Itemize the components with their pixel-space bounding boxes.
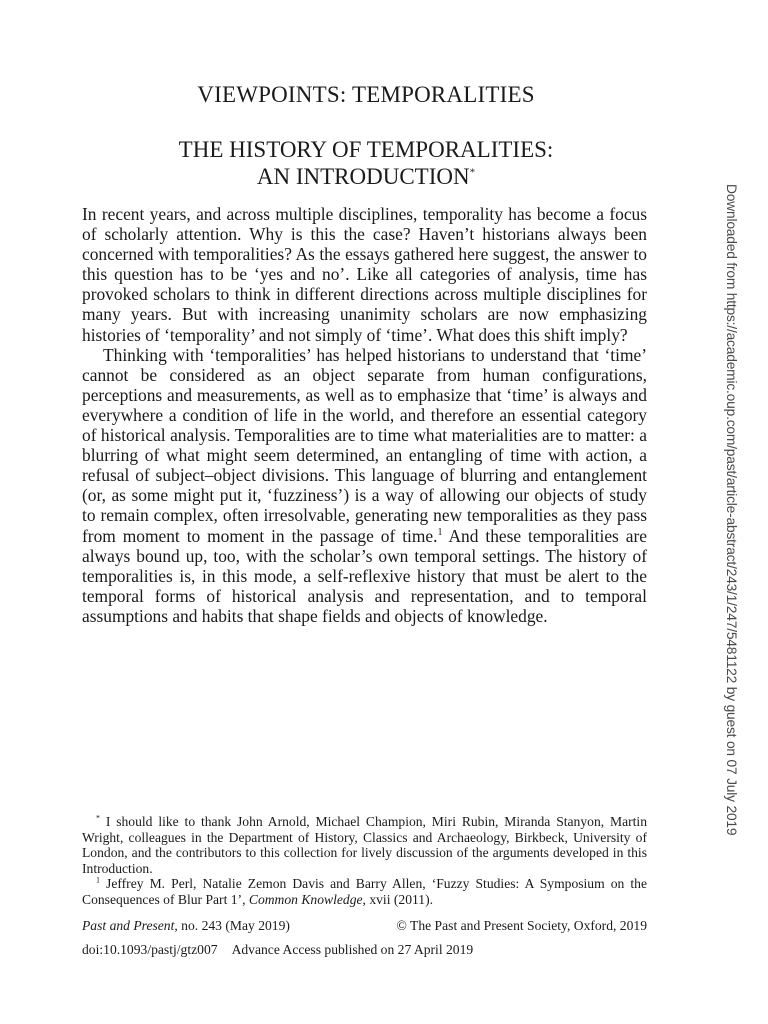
- body-paragraph-1: In recent years, and across multiple disciplines, temporality has become a focus of scholarly attention. Why is this the case? Haven’t historians always been concerned with temporalities? As the essays gathered here suggest, the answer to this question has to be ‘yes and no’. Like all categories of analysis, time has provoked scholars to think in different directions across multiple disciplines for many years. But with increasing unanimity scholars are now emphasizing histories of ‘temporality’ and not simply of ‘time’. What does this shift imply?: [82, 204, 647, 345]
- download-watermark-text: Downloaded from https://academic.oup.com/past/article-abstract/243/1/247/5481122 by guest on 07 July 2019: [724, 184, 739, 836]
- footnote-1-text-b: , xvii (2011).: [362, 891, 434, 907]
- body-paragraph-2-text-a: Thinking with ‘temporalities’ has helped historians to understand that ‘time’ cannot be considered as an object separate from human configurations, perceptions and measurements, as well as to emphasize that ‘time’ is always and everywhere a condition of life in the world, and therefore an essential category of historical analysis. Temporalities are to time what materialities are to matter: a blurring of what might seem determined, an entangling of time with action, a refusal of subject–object divisions. This language of blurring and entanglement (or, as some might put it, ‘fuzziness’) is a way of allowing our objects of study to remain complex, often irresolvable, generating new temporalities as they pass from moment to moment in the passage of time.: [82, 344, 647, 546]
- section-title: VIEWPOINTS: TEMPORALITIES: [197, 82, 535, 107]
- footnote-ref-1[interactable]: 1: [437, 526, 443, 538]
- advance-access: Advance Access published on 27 April 2019: [231, 942, 474, 957]
- journal-imprint: [82, 918, 647, 934]
- journal-citation: [82, 918, 290, 934]
- doi[interactable]: doi:10.1093/pastj/gtz007: [82, 942, 218, 957]
- footnote-1-journal: Common Knowledge: [248, 891, 363, 907]
- article-title-line2: AN INTRODUCTION: [256, 164, 470, 189]
- download-watermark: [724, 184, 748, 840]
- footnote-star-marker: *: [96, 813, 100, 823]
- article-title: [0, 136, 732, 190]
- body-paragraph-2: [82, 345, 647, 626]
- footnote-star-text: I should like to thank John Arnold, Michael Champion, Miri Rubin, Miranda Stanyon, Martin Wright, colleagues in the Department of History, Classics and Archaeology, Birkbeck, University of London, and the contributors to this collection for lively discussion of the arguments developed in this Introduction.: [82, 814, 647, 876]
- article-title-line1: THE HISTORY OF TEMPORALITIES:: [178, 137, 554, 162]
- title-footnote-marker[interactable]: *: [469, 166, 476, 179]
- body-paragraph-2-text-b: And these temporalities are always bound up, too, with the scholar’s own temporal settings. The history of temporalities is, in this mode, a self-reflexive history that must be alert to the temporal forms of historical analysis and representation, and to temporal assumptions and habits that shape fields and objects of knowledge.: [82, 525, 648, 626]
- footnote-1-marker: 1: [96, 875, 100, 885]
- footnote-1-text-a: Jeffrey M. Perl, Natalie Zemon Davis and Barry Allen, ‘Fuzzy Studies: A Symposium on the Consequences of Blur Part 1’,: [82, 876, 647, 907]
- copyright-notice: © The Past and Present Society, Oxford, 2019: [396, 918, 647, 933]
- journal-name: Past and Present: [82, 918, 175, 933]
- doi-line: [82, 942, 473, 958]
- footnote-1: [82, 876, 647, 907]
- footnote-star: [82, 814, 647, 876]
- journal-issue: , no. 243 (May 2019): [174, 918, 290, 933]
- footnotes: [82, 814, 647, 907]
- article-body: [82, 204, 647, 626]
